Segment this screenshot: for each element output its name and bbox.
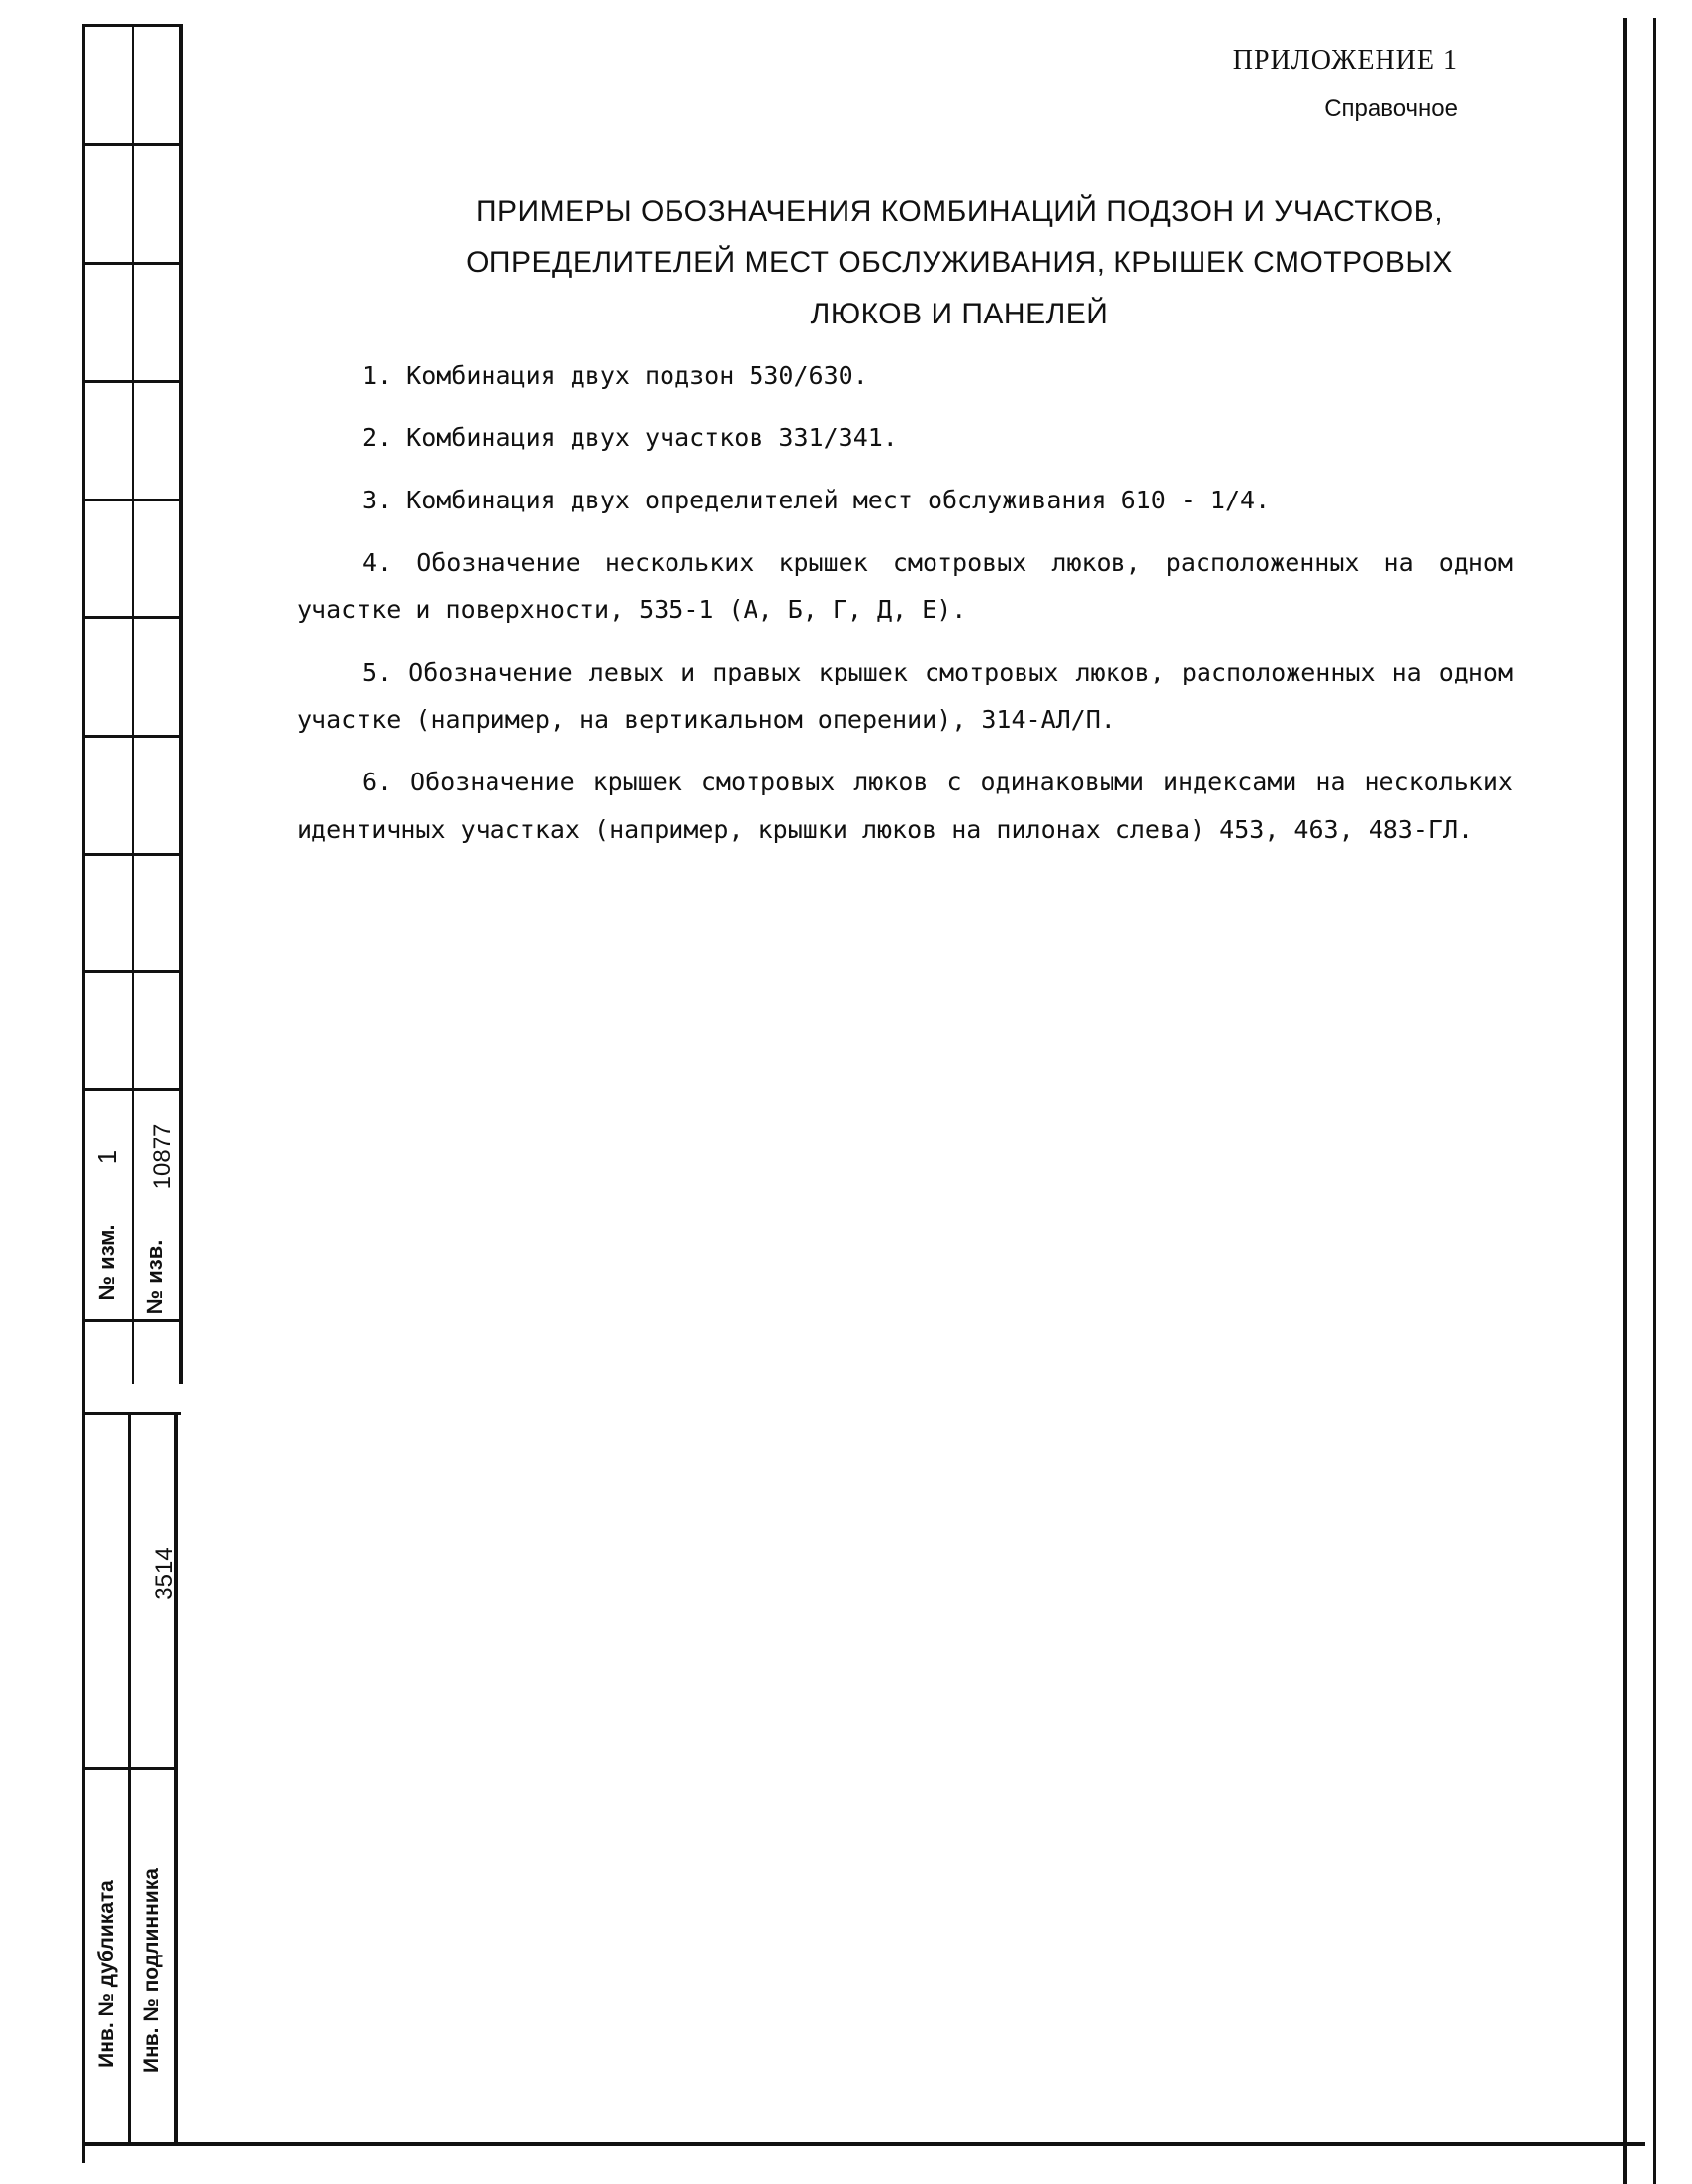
appendix-type: Справочное (1324, 95, 1458, 122)
title-line: ОПРЕДЕЛИТЕЛЕЙ МЕСТ ОБСЛУЖИВАНИЯ, КРЫШЕК СМОТРОВЫХ (466, 246, 1453, 279)
frame-left-outer (82, 24, 85, 2163)
notice-number-label: № изв. (142, 1239, 167, 1315)
frame-bottom (82, 2142, 1645, 2146)
list-item: 3. Комбинация двух определителей мест обслуживания 610 - 1/4. (362, 486, 1271, 514)
frame-right-1 (1623, 18, 1627, 2184)
notice-number-value: 10877 (149, 1123, 176, 1190)
change-number-label: № изм. (94, 1224, 119, 1301)
frame-right-2 (1653, 18, 1656, 2184)
list-item: 6. Обозначение крышек смотровых люков с одинаковыми индексами на нескольких идентичных участках (например, крышки люков на пилонах слева) 453, 463, 483-ГЛ. (297, 768, 1513, 844)
list-item: 2. Комбинация двух участков 331/341. (362, 423, 898, 452)
examples-list (297, 352, 1513, 868)
appendix-label: ПРИЛОЖЕНИЕ 1 (1232, 46, 1458, 76)
frame-left-inner (179, 24, 183, 1384)
change-number-value: 1 (92, 1149, 122, 1165)
duplicate-inventory-label: Инв. № дубликата (95, 1880, 118, 2068)
title-line: ЛЮКОВ И ПАНЕЛЕЙ (810, 298, 1109, 330)
document-title (297, 186, 1622, 340)
title-line: ПРИМЕРЫ ОБОЗНАЧЕНИЯ КОМБИНАЦИЙ ПОДЗОН И УЧАСТКОВ, (475, 195, 1444, 228)
original-inventory-value: 3514 (151, 1547, 178, 1600)
list-item: 1. Комбинация двух подзон 530/630. (362, 361, 868, 390)
list-item: 4. Обозначение нескольких крышек смотровых люков, расположенных на одном участке и поверхности, 535-1 (А, Б, Г, Д, Е). (297, 548, 1513, 624)
list-item: 5. Обозначение левых и правых крышек смотровых люков, расположенных на одном участке (например, на вертикальном оперении), 314-АЛ/П. (297, 658, 1513, 734)
original-inventory-label: Инв. № подлинника (140, 1868, 163, 2073)
